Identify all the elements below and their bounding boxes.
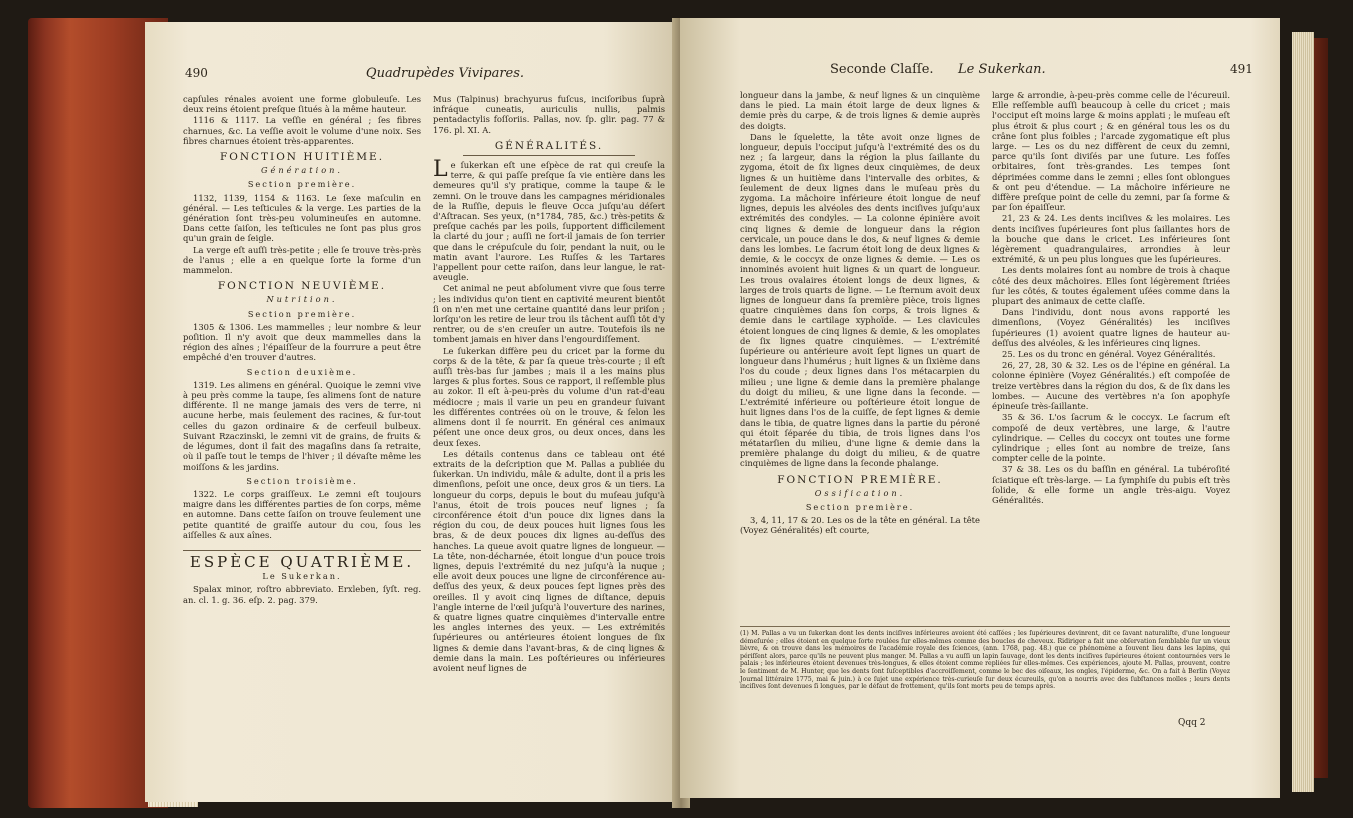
paragraph: 35 & 36. L'os ſacrum & le coccyx. Le ſacrum eſt compoſé de deux vertèbres, une large, & l'autre cylindrique. — Celles du coccyx ont toutes une forme cylindrique ; elles ſont au nombre de treize, ſans compter celle de la pointe. bbox=[992, 412, 1230, 464]
running-head-right: Le Sukerkan. bbox=[958, 62, 1046, 77]
section-heading: Section première. bbox=[805, 501, 915, 512]
paragraph: capſules rénales avoient une forme globuleuſe. Les deux reins étoient preſque ſitués à la même hauteur. bbox=[183, 94, 421, 115]
right-page bbox=[680, 18, 1280, 798]
paragraph: Spalax minor, roſtro abbreviato. Erxleben, ſyſt. reg. an. cl. 1. g. 36. eſp. 2. pag. 379. bbox=[183, 584, 421, 605]
page-number: 491 bbox=[1230, 62, 1253, 76]
paragraph: 1116 & 1117. La veſſie en général ; ſes fibres charnues, &c. La veſſie avoit le volume d'une noix. Ses fibres charnues étoient très-apparentes. bbox=[183, 115, 421, 146]
function-heading: FONCTION NEUVIÈME. bbox=[217, 280, 387, 293]
paragraph: large & arrondie, à-peu-près comme celle de l'écureuil. Elle reſſemble auſſi beaucoup à celle du cricet ; mais l'occiput eſt moins large & moins applati ; le muſeau eſt plus étroit & plus court ; & en général tous les os du crâne ſont plus foibles ; l'arcade zygomatique eſt plus large. — Les os du nez diffèrent de ceux du zemni, parce qu'ils ſont diviſés par une ſuture. Les foſſes orbitaires, ſont très-grandes. Les tempes ſont déprimées comme dans le zemni ; elles ſont oblongues & ont peu d'étendue. — La mâchoire inférieure ne diffère preſque point de celle du zemni, par ſa forme & par ſon épaiſſeur. bbox=[992, 90, 1230, 213]
paragraph: 1132, 1139, 1154 & 1163. Le ſexe maſculin en général. — Les teſticules & la verge. Les parties de la génération ſont très-peu volumineuſes en automne. Dans cette ſaiſon, les teſticules ne ſont pas plus gros qu'un grain de ſeigle. bbox=[183, 192, 421, 244]
running-head-left: Seconde Claſſe. bbox=[830, 62, 934, 77]
paragraph: Cet animal ne peut abſolument vivre que ſous terre ; les individus qu'on tient en captivité meurent bientôt ſi on n'en met une certaine quantité dans leur priſon ; lorſqu'on les retire de leur trou ils tâchent auſſi tôt d'y rentrer, ou de s'en creuſer un autre. Toutefois ils ne tombent jamais en hiver dans l'engourdiſſement. bbox=[433, 283, 665, 345]
page-number: 490 bbox=[185, 66, 208, 80]
paragraph: 1319. Les alimens en général. Quoique le zemni vive à peu près comme la taupe, ſes alimens ſont de nature différente. Il ne mange jamais des vers de terre, ni aucune herbe, mais ſeulement des racines, & ſur-tout celles du gazon ordinaire & de cerfeuil bulbeux. Suivant Rzaczinski, le zemni vit de grains, de fruits & de légumes, dont il fait des magaſins dans ſa retraite, où il paſſe tout le temps de l'hiver ; il dévaſte même les moiſſons & les jardins. bbox=[183, 379, 421, 472]
catchword: Qqq 2 bbox=[1178, 718, 1206, 728]
paragraph: 21, 23 & 24. Les dents inciſives & les molaires. Les dents inciſives ſupérieures ſont plus ſaillantes hors de la bouche que dans le cricet. Les inférieures ſont légèrement quadrangulaires, arrondies à leur extrémité, & un peu plus longues que les ſupérieures. bbox=[992, 213, 1230, 265]
species-heading: ESPÈCE QUATRIÈME. bbox=[183, 550, 421, 567]
left-column-1 bbox=[183, 94, 421, 606]
species-name: Le Sukerkan. bbox=[262, 571, 342, 582]
paragraph: Dans l'individu, dont nous avons rapporté les dimenſions, (Voyez Généralités) les inciſives ſupérieures (1) avoient quatre lignes de hauteur au-deſſus des alvéoles, & les inférieures cinq lignes. bbox=[992, 307, 1230, 348]
running-head: Quadrupèdes Vivipares. bbox=[365, 66, 525, 81]
paragraph: 1322. Le corps graiſſeux. Le zemni eſt toujours maigre dans les différentes parties de ſon corps, même en automne. Dans cette ſaiſon on trouve ſeulement une petite quantité de graiſſe autour du cou, ſous les aiſſelles & aux aînes. bbox=[183, 488, 421, 540]
paragraph: La verge eſt auſſi très-petite ; elle ſe trouve très-près de l'anus ; elle a en quelque ſorte la forme d'un mammelon. bbox=[183, 244, 421, 276]
divider bbox=[463, 155, 635, 156]
left-column-2 bbox=[433, 94, 665, 674]
footnote: (1) M. Pallas a vu un ſukerkan dont les dents inciſives inférieures avoient été caſſées ; les ſupérieures devinrent, dit ce ſavant naturaliſte, d'une longueur démeſurée ; elles étoient en quelque ſorte roulées ſur elles-mêmes comme des boucles de cheveux. Ridiriger a fait une obſervation ſemblable ſur un vieux lièvre, & on trouve dans les mémoires de l'académie royale des ſciences, (ann. 1768, pag. 48.) que ce phénomène a ſouvent lieu dans les lapins, qui périſſent alors, parce qu'ils ne peuvent plus manger. M. Pallas a vu auſſi un lapin ſauvage, dont les dents inciſives ſupérieures étoient contournées vers le palais ; les inférieures étoient devenues très-longues, & elles étoient comme repliées ſur elles-mêmes. Ces expériences, ajoute M. Pallas, prouvent, contre le ſentiment de M. Hunter, que les dents ſont ſuſceptibles d'accroiſſement, comme le bec des oiſeaux, les ongles, l'épiderme, &c. On a fait à Berlin (Voyez Journal littéraire 1775, mai & juin.) à ce ſujet une expérience très-curieuſe ſur deux écureuils, qu'on a nourris avec des ſubſtances molles ; leurs dents inciſives ſont devenues ſi longues, par le défaut de frottement, qu'ils ſont morts peu de temps après. bbox=[740, 626, 1230, 691]
right-column-2 bbox=[992, 90, 1230, 506]
section-heading: Section troisième. bbox=[246, 475, 358, 486]
generalites-heading: GÉNÉRALITÉS. bbox=[494, 139, 604, 152]
section-heading: Section première. bbox=[247, 179, 357, 190]
paragraph: 1305 & 1306. Les mammelles ; leur nombre & leur poſition. Il n'y avoit que deux mammelles dans la région des aînes ; l'épaiſſeur de la fourrure a peut être empêché d'en trouver d'autres. bbox=[183, 321, 421, 363]
paragraph: longueur dans la jambe, & neuf lignes & un cinquième dans le pied. La main étoit large de deux lignes & demie près du carpe, & de trois lignes & demie auprès des doigts. bbox=[740, 90, 980, 131]
paragraph: Le ſukerkan diffère peu du cricet par la forme du corps & de la tête, & par ſa queue très-courte ; il eſt auſſi très-bas ſur jambes ; mais il a les mains plus larges & plus fortes. Sous ce rapport, il reſſemble plus au zokor. Il eſt à-peu-près du volume d'un rat-d'eau médiocre ; mais il varie un peu en grandeur ſuivant les différentes contrées où on le trouve, & ſelon les alimens dont il ſe nourrit. En général ces animaux péſent une once deux gros, ou deux onces, dans les deux ſexes. bbox=[433, 345, 665, 448]
drop-cap: L bbox=[433, 157, 448, 183]
paragraph: 3, 4, 11, 17 & 20. Les os de la tête en général. La tête (Voyez Généralités) eſt courte, bbox=[740, 515, 980, 536]
function-heading: FONCTION PREMIÈRE. bbox=[777, 473, 943, 486]
paragraph: 37 & 38. Les os du baſſin en général. La tubéroſité ſciatique eſt très-large. — La ſymphiſe du pubis eſt très ſolide, & elle forme un angle très-aigu. Voyez Généralités. bbox=[992, 464, 1230, 505]
paragraph: 26, 27, 28, 30 & 32. Les os de l'épine en général. La colonne épinière (Voyez Généralités.) eſt compoſée de treize vertèbres dans la région du dos, & de ſix dans les lombes. — Aucune des vertèbres n'a ſon apophyſe épineuſe très-ſaillante. bbox=[992, 360, 1230, 412]
function-heading: FONCTION HUITIÈME. bbox=[219, 151, 385, 164]
section-heading: Section première. bbox=[247, 308, 357, 319]
paragraph: e ſukerkan eſt une eſpèce de rat qui creuſe la terre, & qui paſſe preſque ſa vie entière dans les demeures qu'il s'y pratique, comme la taupe & le zemni. On le trouve dans les campagnes méridionales de la Ruſſie, depuis le fleuve Occa juſqu'au déſert d'Aſtracan. Ses yeux, (n°1784, 785, &c.) très-petits & preſque cachés par les poils, ſupportent difficilement la clarté du jour ; auſſi ne ſort-il jamais de ſon terrier que dans le crépuſcule du ſoir, pendant la nuit, ou le matin avant l'aurore. Les Ruſſes & les Tartares l'appellent pour cette raiſon, dans leur langue, le rat-aveugle. bbox=[433, 160, 665, 283]
left-page bbox=[145, 22, 685, 802]
paragraph: 25. Les os du tronc en général. Voyez Généralités. bbox=[1002, 349, 1216, 360]
subheading: Ossification. bbox=[814, 487, 906, 498]
paragraph: Dans le ſquelette, la tête avoit onze lignes de longueur, depuis l'occiput juſqu'à l'extrémité des os du nez ; ſa largeur, dans la région la plus ſaillante du zygoma, étoit de ſix lignes deux cinquièmes, de deux lignes & un huitième dans l'intervalle des orbites, & ſeulement de deux lignes dans le muſeau près du zygoma. La mâchoire inférieure étoit longue de neuf lignes, depuis les alvéoles des dents inciſives juſqu'aux extrémités des condyles. — La colonne épinière avoit cinq lignes & demie de longueur dans la région cervicale, un pouce dans le dos, & neuf lignes & demie dans les lombes. Le ſacrum étoit long de deux lignes & demie, & le coccyx de onze lignes & demie. — Les os innominés avoient huit lignes & un quart de longueur. Les trous ovalaires étoient longs de deux lignes, & larges de trois quarts de ligne. — Le ſternum avoit deux lignes de longueur dans ſa première pièce, trois lignes quatre cinquièmes dans ſon corps, & trois lignes & demie dans le cartilage xyphoïde. — Les clavicules étoient longues de cinq lignes & demie, & les omoplates de ſix lignes quatre cinquièmes. — L'extrémité ſupérieure ou antérieure avoit ſept lignes un quart de longueur dans l'humérus ; huit lignes & un ſixième dans l'os du coude ; deux lignes dans l'os métacarpien du milieu ; une ligne & demie dans la première phalange du doigt du milieu, & une ligne dans la ſeconde. — L'extrémité inférieure ou poſtérieure étoit longue de huit lignes dans l'os de la cuiſſe, de ſept lignes & demie dans le tibia, de quatre lignes dans la partie du péroné qui étoit ſéparée du tibia, de trois lignes dans l'os métatarſien du milieu, d'une ligne & demie dans la première phalange du doigt du milieu, & de quatre cinquièmes de ligne dans la ſeconde phalange. bbox=[740, 131, 980, 469]
right-column-1 bbox=[740, 90, 980, 537]
paragraph: Les détails contenus dans ce tableau ont été extraits de la deſcription que M. Pallas a publiée du ſukerkan. Un individu, mâle & adulte, dont il a pris les dimenſions, peſoit une once, deux gros & un tiers. La longueur du corps, depuis le bout du muſeau juſqu'à l'anus, étoit de trois pouces neuf lignes ; ſa circonférence étoit d'un pouce dix lignes dans la région du cou, de deux pouces huit lignes ſous les bras, & de deux pouces dix lignes au-deſſus des hanches. La queue avoit quatre lignes de longueur. — La tête, non-décharnée, étoit longue d'un pouce trois lignes, depuis l'extrémité du nez juſqu'à la nuque ; elle avoit deux pouces une ligne de circonférence au-deſſus des yeux, & deux pouces ſept lignes près des oreilles. Il y avoit cinq lignes de diſtance, depuis l'angle interne de l'œil juſqu'à l'ouverture des narines, & quatre lignes quatre cinquièmes d'intervalle entre les angles internes des yeux. — Les extrémités ſupérieures ou antérieures étoient longues de ſix lignes & demie dans l'avant-bras, & de cinq lignes & demie dans la main. Les poſtérieures ou inférieures avoient neuf lignes de bbox=[433, 448, 665, 673]
page-edges-right bbox=[1292, 32, 1314, 792]
paragraph: Mus (Talpinus) brachyurus fuſcus, inciſoribus ſuprà infráque cuneatis, auriculis nullis, palmis pentadactylis foſſoriis. Pallas, nov. ſp. glir. pag. 77 & 176. pl. XI. A. bbox=[433, 94, 665, 135]
paragraph: Les dents molaires ſont au nombre de trois à chaque côté des deux mâchoires. Elles ſont légèrement ſtriées ſur les côtés, & toutes également uſées comme dans la plupart des animaux de cette claſſe. bbox=[992, 265, 1230, 307]
subheading: Nutrition. bbox=[266, 294, 338, 305]
section-heading: Section deuxième. bbox=[246, 366, 358, 377]
subheading: Génération. bbox=[260, 165, 343, 176]
